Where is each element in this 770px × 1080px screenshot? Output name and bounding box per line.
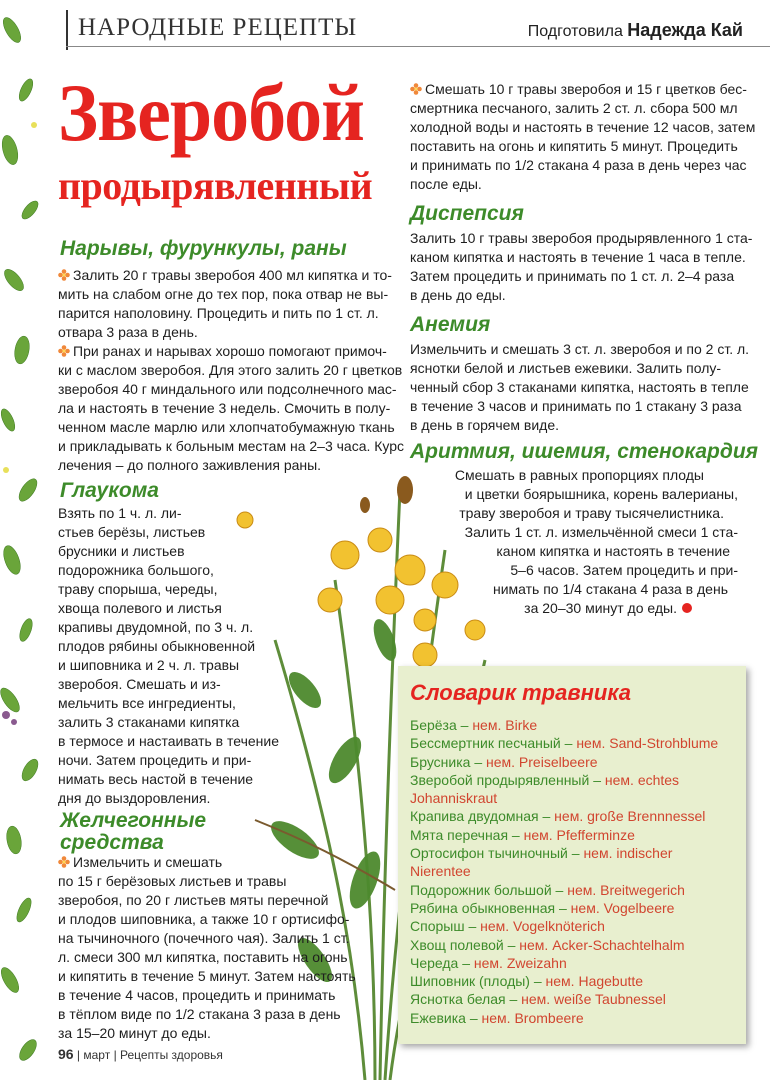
heading-dyspepsia: Диспепсия [410, 202, 524, 225]
text-line: Измельчить и смешать 3 ст. л. зверобоя и по 2 ст. л. [410, 341, 750, 357]
header-vertical-bar [66, 10, 68, 50]
text-line: Залить 1 ст. л. измельчённой смеси 1 ста- [464, 524, 738, 540]
author-prefix: Подготовила [527, 23, 623, 40]
text-line: за 20–30 минут до еды. [524, 600, 677, 616]
text-line: и плодов шиповника, а также 10 г ортисифо- [58, 911, 350, 927]
author-name: Надежда Кай [627, 20, 743, 40]
glossary-entry [410, 917, 718, 935]
glossary-entry [410, 972, 718, 990]
footer-magazine: Рецепты здоровья [120, 1048, 223, 1062]
glossary-term-de: нем. Vogelknöterich [480, 918, 605, 935]
glossary-entry [410, 936, 718, 954]
glossary-term-de: нем. Vogelbeere [570, 899, 675, 916]
dyspepsia-paragraph [410, 229, 752, 305]
glossary-entry [410, 954, 718, 972]
heading-line: средства [60, 831, 164, 854]
text-line: зверобоя, по 20 г листьев мяты перечной [58, 892, 329, 908]
glossary-entry [410, 716, 718, 734]
glossary-term-ru: Подорожник большой – [410, 881, 568, 898]
footer-separator: | [76, 1048, 84, 1062]
heading-arrhythmia: Аритмия, ишемия, стенокардия [410, 440, 759, 463]
text-line: 5–6 часов. Затем процедить и при- [510, 562, 738, 578]
glossary-entry [410, 844, 718, 862]
text-line: Затем процедить и принимать по 1 ст. л. 2–4 раза [410, 268, 735, 284]
text-line: в термосе и настаивать в течение [58, 733, 280, 749]
text-line: и цветки боярышника, корень валерианы, [464, 486, 738, 502]
text-line: нимать весь настой в течение [58, 771, 254, 787]
leaf-border-decoration [0, 0, 44, 1080]
text-line: залить 3 стаканами кипятка [58, 714, 240, 730]
flower-bullet-icon [410, 83, 422, 95]
text-line [58, 342, 404, 361]
text-line: хвоща полевого и листья [58, 600, 222, 616]
heading-boils: Нарывы, фурункулы, раны [60, 237, 347, 260]
glossary-term-de: нем. indischer [583, 845, 673, 862]
glossary-term-ru: Зверобой продырявленный – [410, 771, 605, 788]
text-line: каном кипятка и настоять в течение [496, 543, 730, 559]
text-line: стьев берёзы, листьев [58, 524, 206, 540]
text-line: отвара 3 раза в день. [58, 324, 198, 340]
heading-glaucoma: Глаукома [60, 479, 159, 502]
glossary-entry [410, 826, 718, 844]
glossary-term-de: нем. große Brennnessel [554, 808, 706, 825]
herbalist-glossary-box [398, 666, 746, 1044]
text-line: При ранах и нарывах хорошо помогают примоч- [73, 343, 387, 359]
footer-month: март [83, 1048, 111, 1062]
text-line: ченном масле марлю или хлопчатобумажную ткань [58, 419, 395, 435]
text-line: каном кипятка и настоять в течение 1 часа в тепле. [410, 249, 746, 265]
text-line [410, 599, 740, 618]
text-line: ночи. Затем процедить и при- [58, 752, 252, 768]
text-line: парится наполовину. Процедить и пить по 1 ст. л. [58, 305, 379, 321]
text-line: л. смеси 300 мл кипятка, поставить на огонь [58, 949, 348, 965]
flower-bullet-icon [58, 269, 70, 281]
glaucoma-paragraph [58, 504, 279, 808]
glossary-entry [410, 789, 718, 807]
text-line: Залить 20 г травы зверобоя 400 мл кипятка и то- [73, 267, 392, 283]
glossary-entry [410, 990, 718, 1008]
text-line: после еды. [410, 176, 482, 192]
text-line [58, 853, 356, 872]
text-line [410, 80, 755, 99]
glossary-entry [410, 753, 718, 771]
text-line: ки с маслом зверобоя. Для этого залить 20 г цветков [58, 362, 403, 378]
text-line: по 15 г берёзовых листьев и травы [58, 873, 287, 889]
text-line: на тычиночного (почечного чая). Залить 1 ст. [58, 930, 350, 946]
glossary-term-ru: Спорыш – [410, 918, 481, 935]
text-line: Смешать в равных пропорциях плоды [454, 467, 704, 483]
glossary-term-de: нем. Sand-Strohblume [576, 735, 719, 752]
glossary-entry [410, 881, 718, 899]
section-title: НАРОДНЫЕ РЕЦЕПТЫ [78, 14, 358, 41]
text-line [58, 266, 392, 285]
text-line: мельчить все ингредиенты, [58, 695, 236, 711]
glossary-term-ru: Брусника – [410, 753, 486, 770]
glossary-term-de: нем. Acker-Schachtelhalm [519, 936, 685, 953]
glossary-term-ru: Шиповник (плоды) – [410, 973, 546, 990]
end-mark-dot [682, 603, 692, 613]
heading-line: Желчегонные [60, 809, 207, 832]
intro-right-paragraph [410, 80, 755, 194]
text-line: траву зверобоя и траву тысячелистника. [459, 505, 724, 521]
text-line: нимать по 1/4 стакана 4 раза в день [492, 581, 728, 597]
anemia-paragraph [410, 340, 749, 435]
text-line: в течение 4 часов, процедить и принимать [58, 987, 336, 1003]
glossary-term-de: нем. Birke [472, 717, 538, 733]
text-line: в день до еды. [410, 287, 506, 303]
heading-choleretic [60, 810, 206, 854]
text-line: и кипятить в течение 5 минут. Затем настоять [58, 968, 356, 984]
text-line: Залить 10 г травы зверобоя продырявленного 1 ста- [410, 230, 753, 246]
boils-paragraph-2 [58, 342, 404, 475]
text-line: смертника песчаного, залить 2 ст. л. сбора 500 мл [410, 100, 738, 116]
text-line: зверобоя. Смешать и из- [58, 676, 221, 692]
glossary-term-de: Nierentee [410, 863, 471, 880]
glossary-term-de: нем. Preiselbeere [486, 753, 598, 770]
text-line: мить на слабом огне до тех пор, пока отвар не вы- [58, 286, 389, 302]
heading-anemia: Анемия [410, 313, 491, 336]
text-line: холодной воды и настоять в течение 12 часов, затем [410, 119, 756, 135]
glossary-term-ru: Яснотка белая – [410, 991, 522, 1008]
text-line: зверобоя 40 г миндального или подсолнечного мас- [58, 381, 397, 397]
glossary-term-ru: Крапива двудомная – [410, 808, 555, 825]
text-line: поставить на огонь и кипятить 5 минут. Процедить [410, 138, 738, 154]
article-title: Зверобой [58, 67, 364, 159]
glossary-term-de: нем. Zweizahn [473, 954, 567, 971]
text-line: за 15–20 минут до еды. [58, 1025, 211, 1041]
text-line: в день в горячем виде. [410, 417, 560, 433]
text-line: дня до выздоровления. [58, 790, 211, 806]
glossary-entry [410, 862, 718, 880]
glossary-term-ru: Ортосифон тычиночный – [410, 845, 584, 862]
glossary-term-de: нем. Breitwegerich [567, 881, 685, 898]
glossary-entry [410, 1009, 718, 1027]
article-subtitle: продырявленный [58, 163, 373, 208]
glossary-term-ru: Берёза – [410, 717, 473, 733]
glossary-term-ru: Мята перечная – [410, 826, 524, 843]
glossary-term-de: нем. echtes [604, 771, 680, 788]
glossary-term-de: нем. Brombeere [481, 1009, 584, 1026]
text-line: яснотки белой и листьев ежевики. Залить полу- [410, 360, 722, 376]
text-line: ла и настоять в течение 3 недель. Смочить в полу- [58, 400, 391, 416]
glossary-term-ru: Бессмертник песчаный – [410, 735, 577, 752]
boils-paragraph-1 [58, 266, 392, 342]
glossary-entry [410, 771, 718, 789]
text-line: и прикладывать к больным местам на 2–3 часа. Курс [58, 438, 405, 454]
text-line: в тёплом виде по 1/2 стакана 3 раза в день [58, 1006, 341, 1022]
page-footer [58, 1046, 223, 1062]
text-line: брусники и листьев [58, 543, 185, 559]
text-line: ченный сбор 3 стаканами кипятка, настоять в тепле [410, 379, 749, 395]
glossary-term-ru: Рябина обыкновенная – [410, 899, 571, 916]
glossary-term-ru: Ежевика – [410, 1009, 482, 1026]
glossary-entry [410, 899, 718, 917]
text-line: подорожника большого, [58, 562, 214, 578]
text-line: лечения – до полного заживления раны. [58, 457, 322, 473]
glossary-term-de: нем. Pfefferminze [523, 826, 635, 843]
text-line: Смешать 10 г травы зверобоя и 15 г цветков бес- [425, 81, 747, 97]
text-line: в течение 3 часов и принимать по 1 стакану 3 раза [410, 398, 742, 414]
header-rule [66, 46, 770, 47]
text-line: Измельчить и смешать [73, 854, 223, 870]
glossary-term-ru: Хвощ полевой – [410, 936, 520, 953]
glossary-term-de: нем. Hagebutte [545, 973, 644, 990]
glossary-term-de: нем. weiße Taubnessel [521, 991, 666, 1008]
glossary-entries [410, 716, 718, 1027]
flower-bullet-icon [58, 345, 70, 357]
glossary-entry [410, 807, 718, 825]
glossary-term-ru: Череда – [410, 954, 474, 971]
author-credit [528, 20, 743, 41]
glossary-term-de: Johanniskraut [410, 790, 498, 807]
text-line: плодов рябины обыкновенной [58, 638, 256, 654]
flower-bullet-icon [58, 856, 70, 868]
text-line: и принимать по 1/2 стакана 4 раза в день через час [410, 157, 747, 173]
choleretic-paragraph [58, 853, 356, 1043]
page-number: 96 [58, 1046, 74, 1062]
text-line: и шиповника и 2 ч. л. травы [58, 657, 240, 673]
text-line: Взять по 1 ч. л. ли- [58, 505, 182, 521]
footer-separator: | [113, 1048, 121, 1062]
glossary-entry [410, 734, 718, 752]
glossary-title: Словарик травника [410, 680, 631, 705]
text-line: крапивы двудомной, по 3 ч. л. [58, 619, 254, 635]
text-line: траву спорыша, череды, [58, 581, 218, 597]
arrhythmia-paragraph [410, 466, 740, 618]
